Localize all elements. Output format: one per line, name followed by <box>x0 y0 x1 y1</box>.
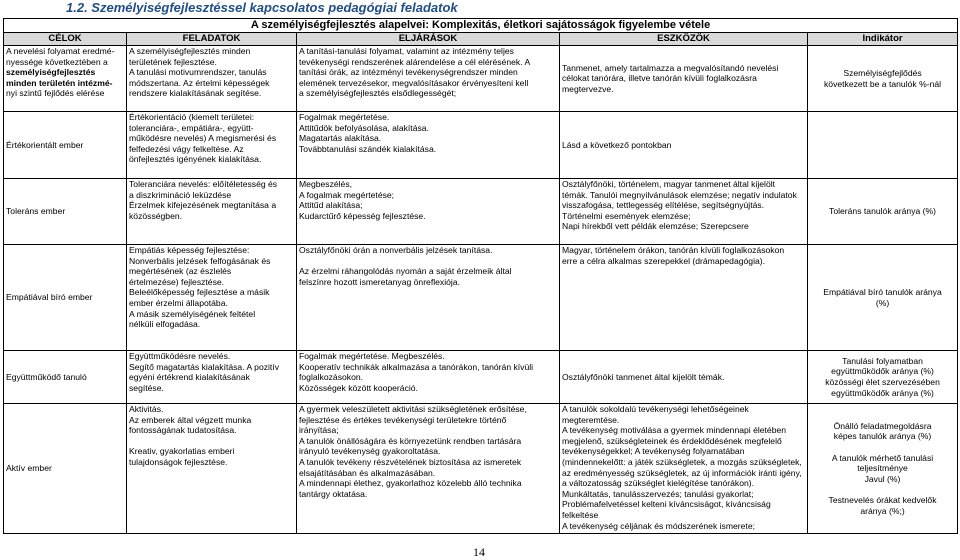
procedures-cell <box>297 245 560 351</box>
cell-line: Az emberek által végzett munka <box>129 414 252 425</box>
goal-cell <box>4 179 127 245</box>
procedures-cell <box>297 112 560 179</box>
header-goals: CÉLOK <box>4 33 127 46</box>
cell-line: Munkáltatás, tanulásszervezés; tanulási gyakorlat; <box>562 488 754 499</box>
goal-cell <box>4 404 127 534</box>
cell-line: A tanulók sokoldalú tevékenységi lehetőségeinek <box>562 404 749 414</box>
tasks-cell <box>127 245 297 351</box>
cell-line: területének fejlesztése. <box>129 56 217 67</box>
cell-line: A tanulók önállóságára és környezetünk rendben tartására <box>299 435 522 446</box>
cell-line: irányuló tevékenység gyakoroltatása. <box>299 446 441 457</box>
cell-line: megtervezve. <box>562 83 614 94</box>
cell-line: Kudarctűrő képesség fejlesztése. <box>299 210 426 221</box>
cell-line: Együttműködő tanuló <box>6 371 87 382</box>
header-tools: ESZKÖZÖK <box>560 33 808 46</box>
cell-line: Empátiával bíró ember <box>6 292 93 303</box>
cell-line: célokat tanórára, illetve tanórán kívüli foglalkozásra <box>562 73 757 84</box>
header-indicator: Indikátor <box>808 33 958 46</box>
indicator-cell <box>808 112 958 179</box>
cell-line: A másik személyiségének feltétel <box>129 308 256 319</box>
cell-line: (%) <box>875 297 890 308</box>
table-row <box>4 404 958 534</box>
page-number: 14 <box>473 545 485 559</box>
cell-line: foglalkozásokon. <box>299 372 364 383</box>
cell-line: A személyiségfejlesztés minden <box>129 46 251 56</box>
cell-line: módszertana. Az értelmi képességek <box>129 77 270 88</box>
indicator-cell <box>808 404 958 534</box>
cell-line: elsajátításában és alkalmazásában. <box>299 467 436 478</box>
goal-cell <box>4 46 127 112</box>
cell-line: megteremtése. <box>562 414 620 425</box>
cell-line <box>810 442 955 453</box>
cell-line: (mindennekelőtt: a játék szükségletek, a mozgás szükségletek, <box>562 456 802 467</box>
cell-line: a diszkrimináció leküzdése <box>129 189 232 200</box>
header-tasks: FELADATOK <box>127 33 297 46</box>
cell-line: Osztályfőnöki tanmenet által kijelölt témák. <box>562 371 725 382</box>
procedures-cell <box>297 404 560 534</box>
cell-line: felszínre hozott ismeretanyag önreflexiója. <box>299 276 460 287</box>
goal-cell <box>4 245 127 351</box>
goal-cell <box>4 112 127 179</box>
procedures-cell <box>297 351 560 404</box>
indicator-cell <box>808 46 958 112</box>
cell-line: Megbeszélés, <box>299 179 353 189</box>
cell-line: Az érzelmi ráhangolódás nyomán a saját érzelmeik által <box>299 266 512 277</box>
tools-cell <box>560 46 808 112</box>
cell-line: Empátiával bíró tanulók aránya <box>823 286 942 297</box>
cell-line: aránya (%;) <box>860 505 905 516</box>
cell-line: Magyar, történelem órákon, tanórán kívüli foglalkozásokon <box>562 245 785 255</box>
cell-line: Attitűd alakítása; <box>299 200 363 211</box>
column-header-row <box>4 33 958 46</box>
cell-line: közösségben. <box>129 210 183 221</box>
cell-line: teljesítménye <box>857 463 908 474</box>
cell-line: ember érzelmi állapotába. <box>129 297 228 308</box>
cell-line: fejlesztése és értékes tevékenységi területekre történő <box>299 414 507 425</box>
tasks-cell <box>127 351 297 404</box>
cell-line: Közösségek között kooperáció. <box>299 382 418 393</box>
cell-line: Osztályfőnöki, történelem, magyar tanmenet által kijelölt <box>562 179 776 189</box>
cell-line: önfejlesztés igényének kialakítása. <box>129 154 262 165</box>
tasks-cell <box>127 112 297 179</box>
tools-cell <box>560 245 808 351</box>
cell-line: Javul (%) <box>864 473 901 484</box>
cell-line: Fogalmak megértetése. Megbeszélés. <box>299 351 445 361</box>
cell-line: tulajdonságok fejlesztése. <box>129 456 228 467</box>
cell-line: felfedezési vágy felkeltése. Az <box>129 143 244 154</box>
table-row <box>4 179 958 245</box>
cell-line: egyéni értékrend kialakításának <box>129 372 250 383</box>
cell-line: elemének tervezésekor, megvalósításakor érvényesíteni kell <box>299 77 529 88</box>
cell-line: Beleélőképesség fejlesztése a másik <box>129 287 270 298</box>
table-row <box>4 46 958 112</box>
indicator-cell <box>808 179 958 245</box>
cell-line: együttműködők aránya (%) <box>831 387 934 398</box>
cell-line: személyiségfejlesztés <box>6 67 96 78</box>
cell-line: a változatosság szükséglet kielégítése tanórákon). <box>562 478 755 489</box>
cell-line: következett be a tanulók %-nál <box>824 78 942 89</box>
table-row <box>4 112 958 179</box>
cell-line: A tanulók mérhető tanulási <box>831 452 934 463</box>
cell-line: témák. Tanulói megnyilvánulások elemzése; negatív indulatok <box>562 189 797 200</box>
cell-line: erre a célra alkalmas szerepekkel (drámapedagógia). <box>562 255 766 266</box>
cell-line: Toleranciára nevelés: előítéletesség és <box>129 179 278 189</box>
cell-line: nyi szintű fejlődés elérése <box>6 88 105 99</box>
indicator-cell <box>808 351 958 404</box>
cell-line: Értékorientált ember <box>6 139 84 150</box>
principles-banner-row <box>4 19 958 33</box>
tools-cell <box>560 351 808 404</box>
cell-line: toleranciára-, empátiára-, együtt- <box>129 122 254 133</box>
cell-line: Önálló feladatmegoldásra <box>833 420 932 431</box>
cell-line: nyessége következtében a <box>6 56 108 67</box>
cell-line: nélküli elfogadása. <box>129 319 201 330</box>
principles-banner: A személyiségfejlesztés alapelvei: Komplexitás, életkori sajátosságok figyelembe vétele <box>4 19 958 33</box>
cell-line: Aktivitás. <box>129 404 164 414</box>
cell-line: Aktív ember <box>6 463 52 474</box>
cell-line: fontosságának tudatosítása. <box>129 425 237 436</box>
cell-line: A tanulók tevékeny részvételének biztosítása az ismeretek <box>299 456 522 467</box>
cell-line: A gyermek veleszületett aktivitási szükségletének erősítése, <box>299 404 527 414</box>
cell-line: irányítása; <box>299 425 339 436</box>
cell-line: visszafogása, tettlegesség elítélése, segítségnyújtás. <box>562 200 765 211</box>
tools-cell <box>560 179 808 245</box>
cell-line: Együttműködésre nevelés. <box>129 351 231 361</box>
cell-line: A tanítási-tanulási folyamat, valamint az intézmény teljes <box>299 46 514 56</box>
cell-line: Továbbtanulási szándék kialakítása. <box>299 143 437 154</box>
cell-line: rendszere kialakításának segítése. <box>129 88 262 99</box>
cell-line: az eredményesség szükségletek, az új információk iránti igény, <box>562 467 802 478</box>
cell-line: Toleráns tanulók aránya (%) <box>829 206 937 217</box>
header-procedures: ELJÁRÁSOK <box>297 33 560 46</box>
cell-line: A fogalmak megértetése; <box>299 189 395 200</box>
cell-line: Toleráns ember <box>6 206 66 217</box>
cell-line: A nevelési folyamat eredmé- <box>6 46 115 56</box>
tools-cell <box>560 112 808 179</box>
cell-line: Magatartás alakítása. <box>299 133 382 144</box>
cell-line: Fogalmak megértetése. <box>299 112 390 122</box>
cell-line: tevékenységi rendszerének alárendelése a cél elérésének. A <box>299 56 531 67</box>
cell-line <box>810 484 955 495</box>
tasks-cell <box>127 46 297 112</box>
cell-line: Lásd a következő pontokban <box>562 139 672 150</box>
cell-line: tevékenységekkel; A tevékenység folyamatában <box>562 446 745 457</box>
cell-line: Napi hírekből vett példák elemzése; Szerepcsere <box>562 221 749 232</box>
cell-line: minden területén intézmé- <box>6 77 113 88</box>
cell-line: Segítő magatartás kialakítása. A pozitív <box>129 361 279 372</box>
personality-development-table <box>3 18 958 534</box>
cell-line: tantárgy oktatása. <box>299 488 368 499</box>
cell-line: Attitűdök befolyásolása, alakítása. <box>299 122 429 133</box>
cell-line: Tanmenet, amely tartalmazza a megvalósítandó nevelési <box>562 62 779 73</box>
indicator-cell <box>808 245 958 351</box>
cell-line: Személyiségfejlődés <box>843 67 922 78</box>
cell-line: közösségi élet szervezésében <box>825 377 940 387</box>
cell-line: Problémafelvetéssel kelteni kíváncsiságot, kíváncsiság felkeltése <box>562 499 771 520</box>
cell-line: képes tanulók aránya (%) <box>833 431 932 442</box>
cell-line: értelmezése) fejlesztése. <box>129 276 225 287</box>
cell-line: Testnevelés órákat kedvelők <box>828 494 937 505</box>
tools-cell <box>560 404 808 534</box>
cell-line: Kreativ, gyakorlatias emberi <box>129 446 235 457</box>
cell-line: Érzelmek kifejezésének megtanítása a <box>129 200 277 211</box>
section-heading: 1.2. Személyiségfejlesztéssel kapcsolatos pedagógiai feladatok <box>66 0 458 15</box>
cell-line: A tevékenység céljának és módszerének ismerete; <box>562 520 755 531</box>
tasks-cell <box>127 179 297 245</box>
cell-line: Nonverbális jelzések felfogásának és <box>129 255 271 266</box>
cell-line: A tevékenység motiválása a gyermek mindennapi életében <box>562 425 787 436</box>
cell-line: Empátiás képesség fejlesztése: <box>129 245 250 255</box>
procedures-cell <box>297 179 560 245</box>
procedures-cell <box>297 46 560 112</box>
cell-line <box>129 436 294 447</box>
goal-cell <box>4 351 127 404</box>
cell-line: a személyiségfejlesztés elsődlegességét; <box>299 88 457 99</box>
cell-line: A tanulási motivumrendszer, tanulás <box>129 67 267 78</box>
cell-line: együttműködők aránya (%) <box>831 366 934 377</box>
table-row <box>4 245 958 351</box>
cell-line: Tanulási folyamatban <box>842 355 923 366</box>
cell-line: tanítási órák, az intézményi tevékenységrendszer minden <box>299 67 518 78</box>
cell-line <box>299 256 557 267</box>
cell-line: Kooperatív technikák alkalmazása a tanórákon, tanórán kívüli <box>299 361 534 372</box>
cell-line: megjelenő, szükségleteinek és érdeklődésének megfelelő <box>562 435 782 446</box>
cell-line: Történelmi események elemzése; <box>562 210 691 221</box>
cell-line: Osztályfőnöki órán a nonverbális jelzések tanítása. <box>299 245 493 255</box>
cell-line: működésre nevelés) A megismerési és <box>129 133 277 144</box>
table-row <box>4 351 958 404</box>
tasks-cell <box>127 404 297 534</box>
cell-line: Értékorientáció (kiemelt területei: <box>129 112 255 122</box>
cell-line: A mindennapi élethez, gyakorlathoz közelebb álló technika <box>299 478 522 489</box>
cell-line: segítése. <box>129 382 164 393</box>
cell-line: megértésének (az észlelés <box>129 266 232 277</box>
